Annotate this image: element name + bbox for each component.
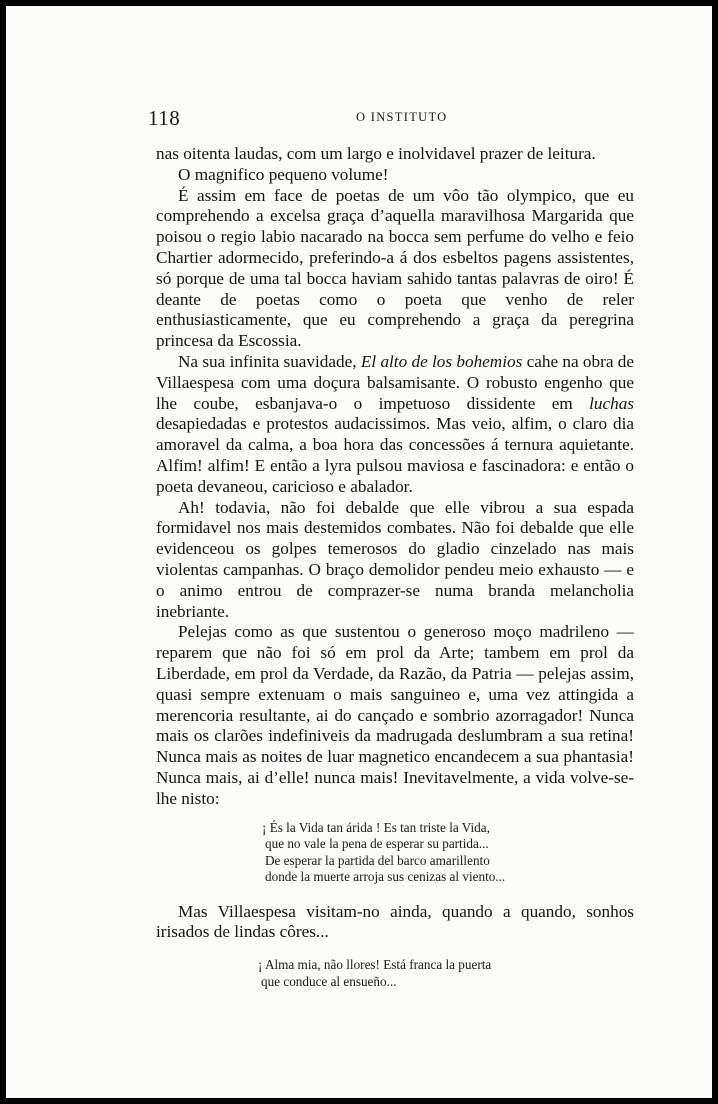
luchas-italic: luchas [589, 393, 634, 413]
body-text [156, 144, 634, 998]
book-page [6, 6, 712, 1098]
paragraph-4 [156, 352, 634, 498]
verse-1-line-4: donde la muerte arroja sus cenizas al viento... [265, 869, 506, 884]
verse-2-line-1: ¡ Alma mia, não llores! Está franca la puerta [258, 957, 492, 973]
paragraph-4-part-b: cahe na obra de Villaespesa com uma doçura balsamisante. O robusto engenho que lhe coube, esbanjava-o o impetuoso dissidente em [156, 351, 634, 413]
paragraph-4-part-a: Na sua infinita suavidade, [178, 351, 361, 371]
running-title: O INSTITUTO [356, 110, 448, 124]
verse-1-line-2: que no vale la pena de esperar su partida... [265, 836, 489, 851]
verse-2-line-2: que conduce al ensueño... [261, 973, 397, 989]
page-number: 118 [148, 106, 181, 130]
paragraph-4-part-c: desapiedadas e protestos audacissimos. Mas veio, alfim, o claro dia amoravel da calma, a boa hora das concessões á ternura aquietante. Alfim! alfim! E então a lyra pulsou maviosa e fascinadora: e então o poeta devaneou, caricioso e abalador. [156, 414, 634, 496]
book-title-italic: El alto de los bohemios [360, 351, 523, 371]
paragraph-7: Mas Villaespesa visitam-no ainda, quando a quando, sonhos irisados de lindas côres... [156, 901, 634, 942]
verse-1-line-1: ¡ És la Vida tan árida ! Es tan triste la Vida, [262, 819, 490, 835]
paragraph-6: Pelejas como as que sustentou o generoso moço madrileno — reparem que não foi só em prol da Arte; tambem em prol da Liberdade, em prol da Verdade, da Razão, da Patria — pelejas assim, quasi sempre extenuam o mais sanguineo e, uma vez attingida a merencoria resultante, ai do cançado e sombrio azorragador! Nunca mais os clarões indefiniveis da madrugada deslumbram a sua retina! Nunca mais as noites de luar magnetico encandecem a sua phantasia! Nunca mais, ai d’elle! nunca mais! Inevitavelmente, a vida volve-se-lhe nisto: [156, 622, 634, 808]
page-header [148, 106, 628, 130]
paragraph-2: O magnifico pequeno volume! [178, 164, 389, 184]
paragraph-1: nas oitenta laudas, com um largo e inolvidavel prazer de leitura. [156, 144, 596, 163]
verse-quote-1 [262, 820, 634, 886]
verse-quote-2 [258, 957, 634, 990]
paragraph-3: É assim em face de poetas de um vôo tão olympico, que eu comprehendo a excelsa graça d’aquella maravilhosa Margarida que poisou o regio labio nacarado na bocca sem perfume do velho e feio Chartier adormecido, preferindo-a á dos esbeltos pagens assistentes, só porque de uma tal bocca haviam sahido tantas palavras de oiro! É deante de poetas como o poeta que venho de reler enthusiasticamente, que eu comprehendo a graça da peregrina princesa da Escossia. [156, 185, 634, 351]
paragraph-5: Ah! todavia, não foi debalde que elle vibrou a sua espada formidavel nos mais destemidos combates. Não foi debalde que elle evidenceou os golpes temerosos do gladio cinzelado nas mais violentas campanhas. O braço demolidor pendeu meio exhausto — e o animo entrou de comprazer-se numa branda melancholia inebriante. [156, 497, 634, 621]
verse-1-line-3: De esperar la partida del barco amarillento [265, 852, 490, 868]
